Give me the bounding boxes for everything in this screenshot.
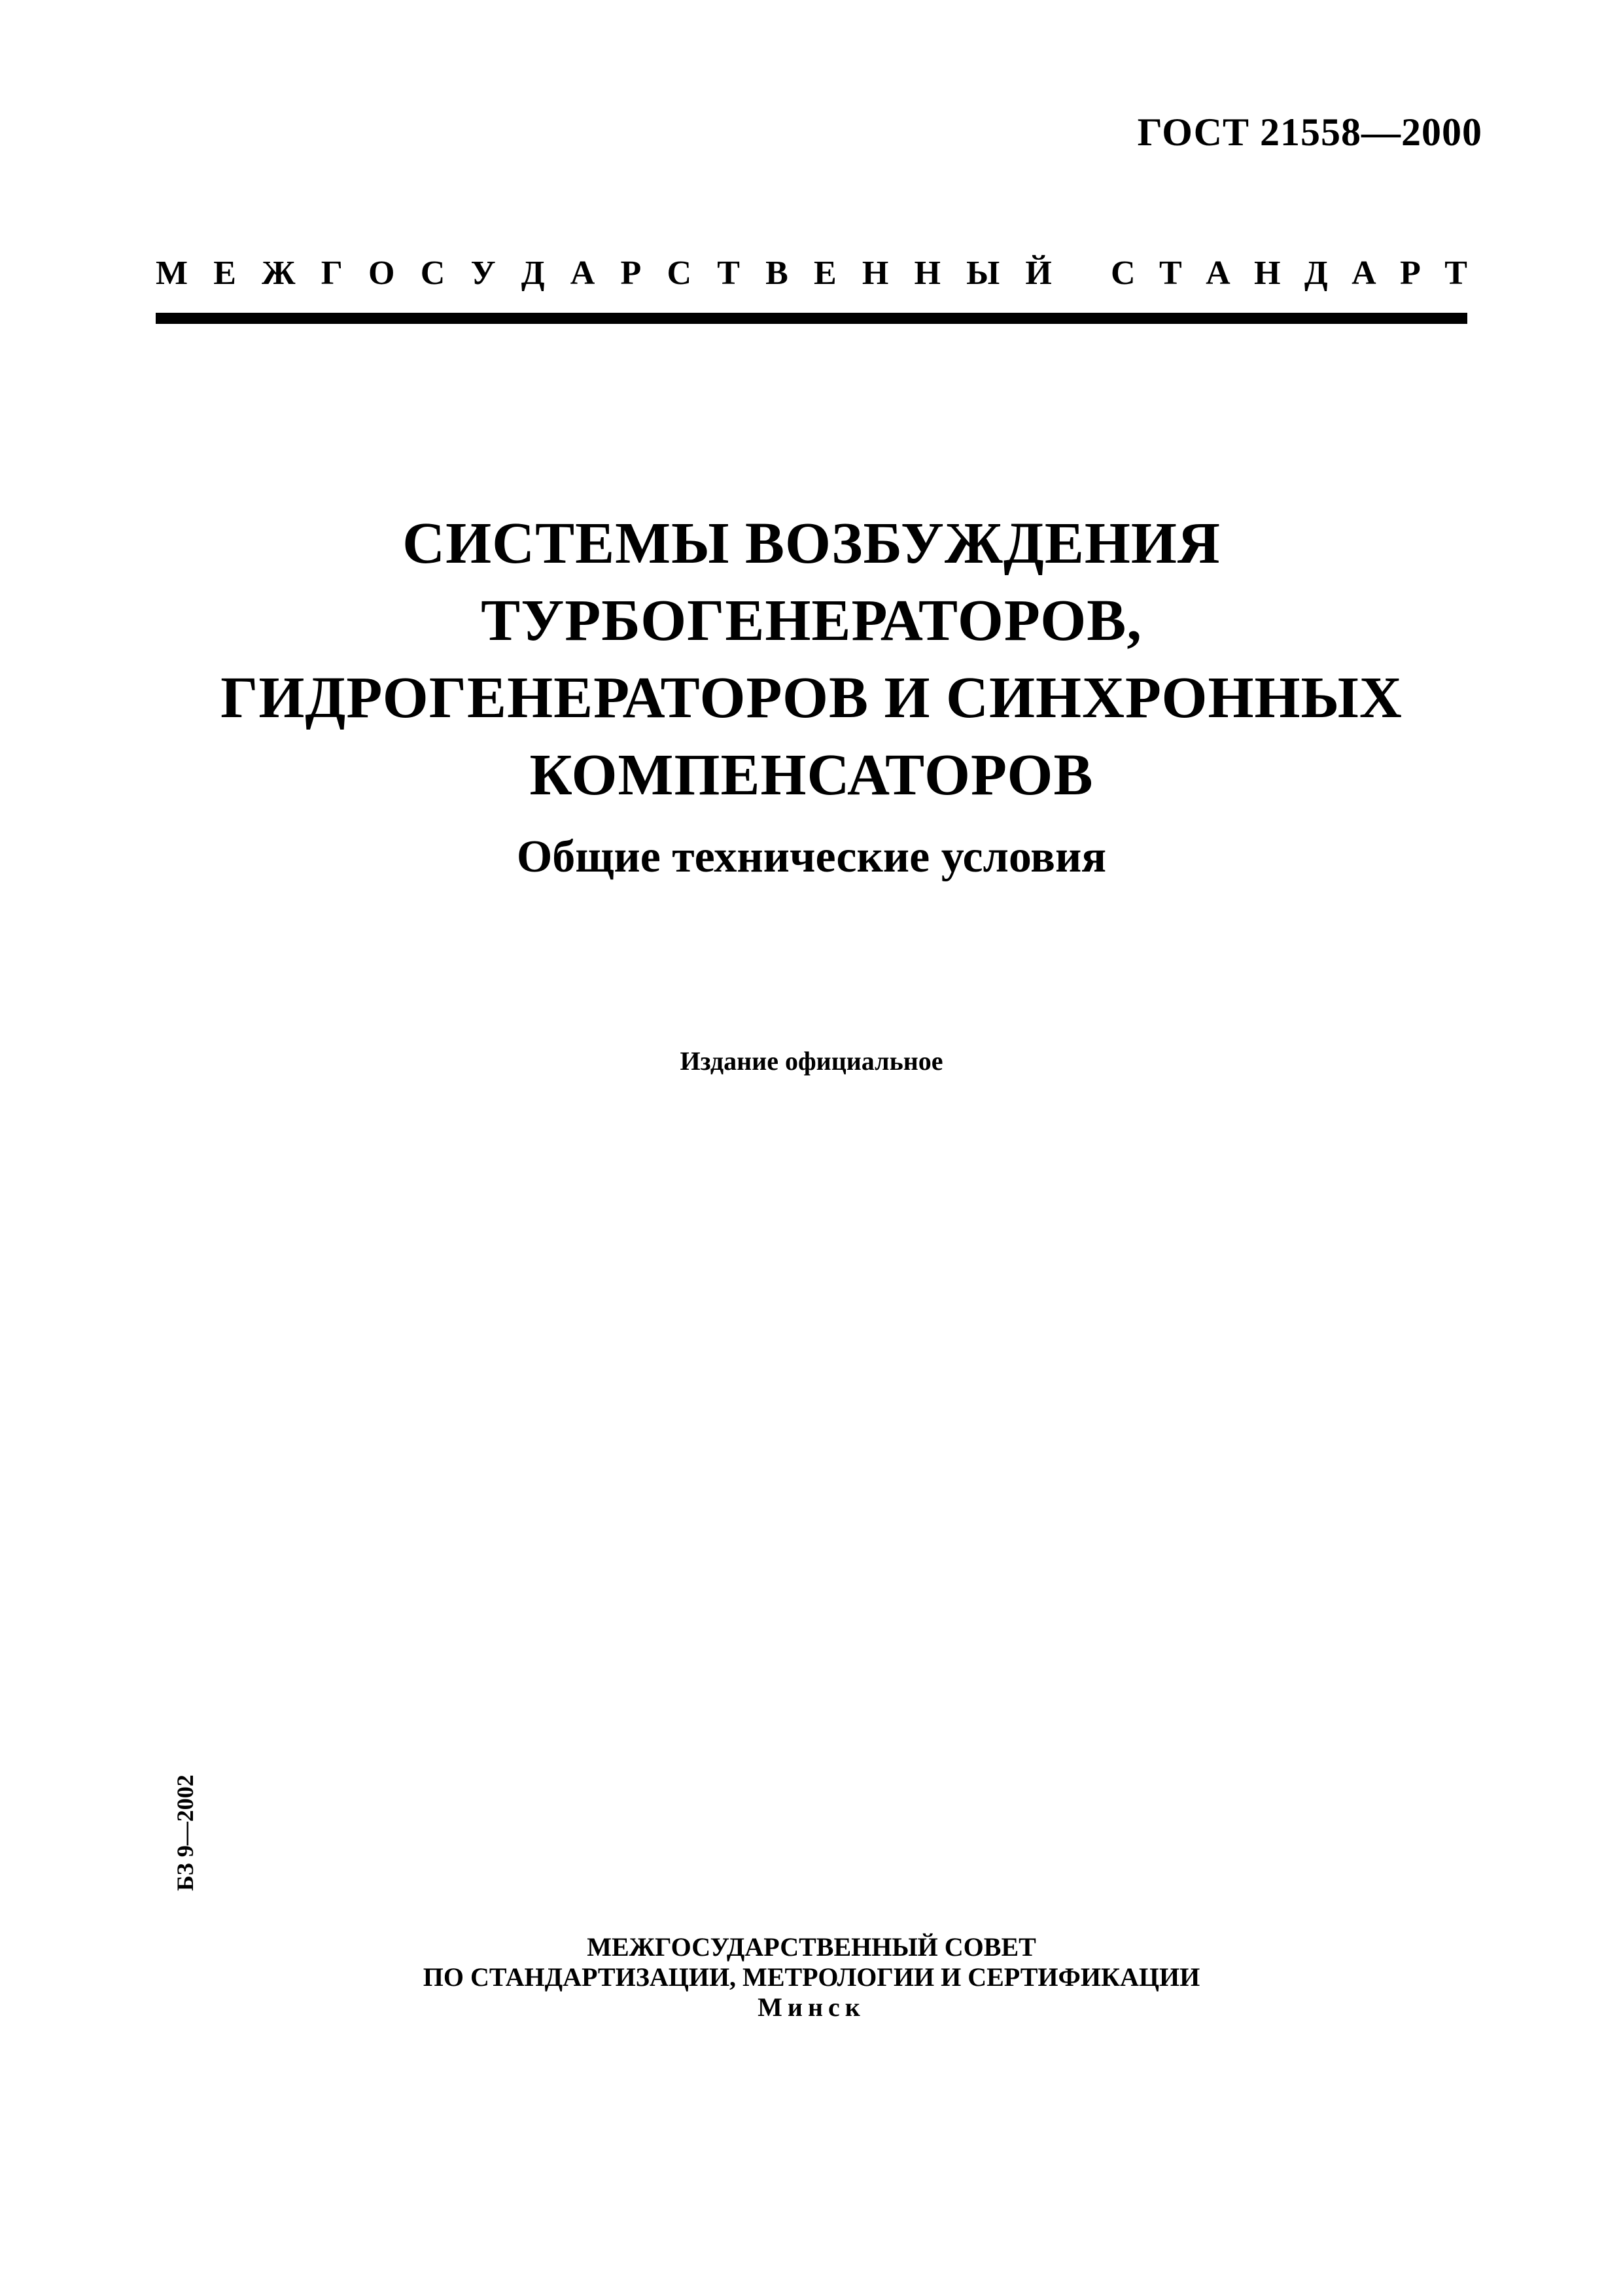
letter: С: [667, 255, 692, 292]
letter: С: [420, 255, 445, 292]
publisher-city: Минск: [758, 1992, 865, 2022]
title-line: СИСТЕМЫ ВОЗБУЖДЕНИЯ: [402, 511, 1221, 576]
letter: М: [156, 255, 188, 292]
standard-type-heading: [156, 254, 1467, 292]
edition-note: Издание официальное: [680, 1046, 943, 1076]
letter: У: [470, 255, 496, 292]
letter: Н: [862, 255, 889, 292]
letter: Р: [620, 255, 642, 292]
document-number: ГОСТ 21558—2000: [1137, 111, 1482, 154]
publisher-line: МЕЖГОСУДАРСТВЕННЫЙ СОВЕТ: [587, 1932, 1036, 1962]
letter: А: [1206, 255, 1230, 292]
standard-type-word-interstate: [156, 254, 1052, 292]
title-line: ГИДРОГЕНЕРАТОРОВ И СИНХРОННЫХ: [220, 665, 1403, 730]
letter: Ж: [262, 255, 296, 292]
letter: Д: [1304, 255, 1328, 292]
letter: Р: [1400, 255, 1421, 292]
letter: Т: [1159, 255, 1182, 292]
document-subtitle: Общие технические условия: [516, 832, 1107, 882]
letter: С: [1111, 255, 1136, 292]
letter: Т: [1444, 255, 1467, 292]
side-code-text: БЗ 9—2002: [172, 1775, 198, 1891]
title-line: ТУРБОГЕНЕРАТОРОВ,: [481, 588, 1142, 653]
letter: Н: [914, 255, 941, 292]
letter: Ы: [966, 255, 1000, 292]
letter: В: [765, 255, 788, 292]
letter: Е: [813, 255, 837, 292]
letter: А: [1352, 255, 1376, 292]
standard-type-word-standard: [1111, 254, 1467, 292]
letter: Н: [1254, 255, 1281, 292]
letter: Д: [521, 255, 545, 292]
letter: О: [368, 255, 395, 292]
document-title: [156, 505, 1467, 814]
publisher-line: ПО СТАНДАРТИЗАЦИИ, МЕТРОЛОГИИ И СЕРТИФИКАЦИИ: [423, 1962, 1200, 1992]
letter: Й: [1025, 255, 1052, 292]
title-line: КОМПЕНСАТОРОВ: [529, 743, 1094, 807]
letter: Е: [213, 255, 236, 292]
letter: А: [570, 255, 595, 292]
letter: Т: [717, 255, 740, 292]
header-rule: [156, 313, 1467, 324]
letter: Г: [321, 255, 343, 292]
publisher-block: [156, 1932, 1467, 2022]
